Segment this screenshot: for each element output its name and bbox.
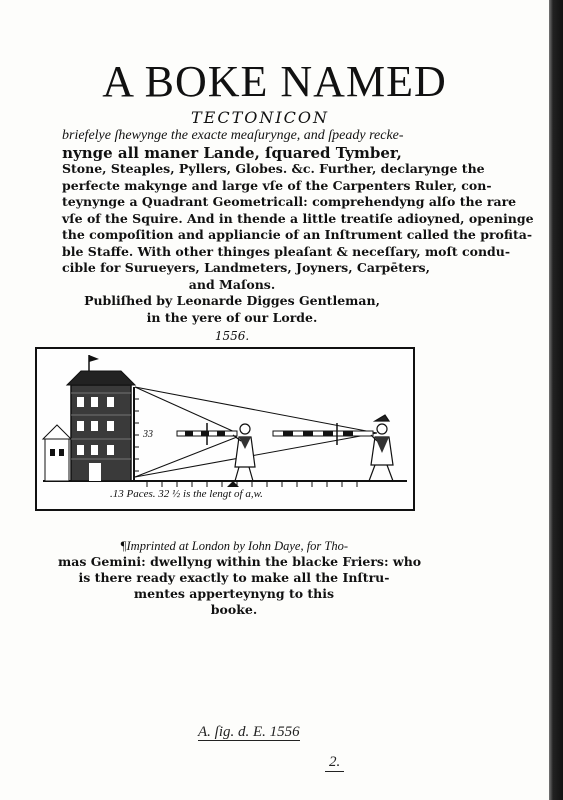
shelfmark [198, 724, 300, 741]
scan-edge [549, 0, 563, 800]
surveying-woodcut [35, 347, 415, 511]
description-line: Stone, Steaples, Pyllers, Globes. &c. Further, declarynge the [62, 161, 485, 176]
imprint-block [58, 538, 422, 618]
imprint-line: mentes apperteynyng to this [133, 586, 335, 601]
description-line: cible for Surueyers, Landmeters, Joyners, Carpēters, [62, 260, 430, 275]
publisher-line: in the yere of our Lorde. [146, 309, 318, 325]
imprint-line: booke. [210, 602, 258, 617]
woodcut-illustration [37, 349, 413, 509]
description-line: vſe of the Squire. And in thende a little treatiſe adioyned, openinge [62, 210, 534, 226]
folio-number: 2. [325, 754, 344, 772]
imprint-line: is there ready exactly to make all the Inſtru- [78, 570, 390, 585]
description-line: briefelye ſhewynge the exacte meaſurynge, and ſpeady recke- [62, 128, 404, 143]
scale-label: 33 [143, 429, 153, 440]
imprint-line: ¶Imprinted at London by Iohn Daye, for Tho- [119, 539, 349, 553]
description-line: the compoſition and appliancie of an Inſtrument called the profita- [62, 227, 533, 242]
description-line: and Maſons. [188, 276, 276, 292]
description-line: ble Staffe. With other thinges pleaſant & neceſſary, moſt condu- [62, 243, 511, 259]
publication-date: 1556. [214, 329, 250, 343]
description-line: teynynge a Quadrant Geometricall: comprehendyng alſo the rare [62, 194, 517, 209]
woodcut-caption: .13 Paces. 32 ½ is the lengt of a,w. [110, 488, 263, 500]
imprint-line: mas Gemini: dwellyng within the blacke Friers: who [58, 554, 422, 569]
shelfmark-text: A. ſig. d. E. 1556 [198, 724, 300, 740]
description-line: nynge all maner Lande, ſquared Tymber, [62, 143, 402, 162]
publisher-line: Publiſhed by Leonarde Digges Gentleman, [84, 293, 380, 308]
book-title: A BOKE NAMED [102, 57, 447, 106]
description-line: perfecte makynge and large vſe of the Carpenters Ruler, con- [62, 177, 492, 193]
book-subtitle: TECTONICON [190, 108, 330, 127]
description-block [62, 128, 534, 345]
